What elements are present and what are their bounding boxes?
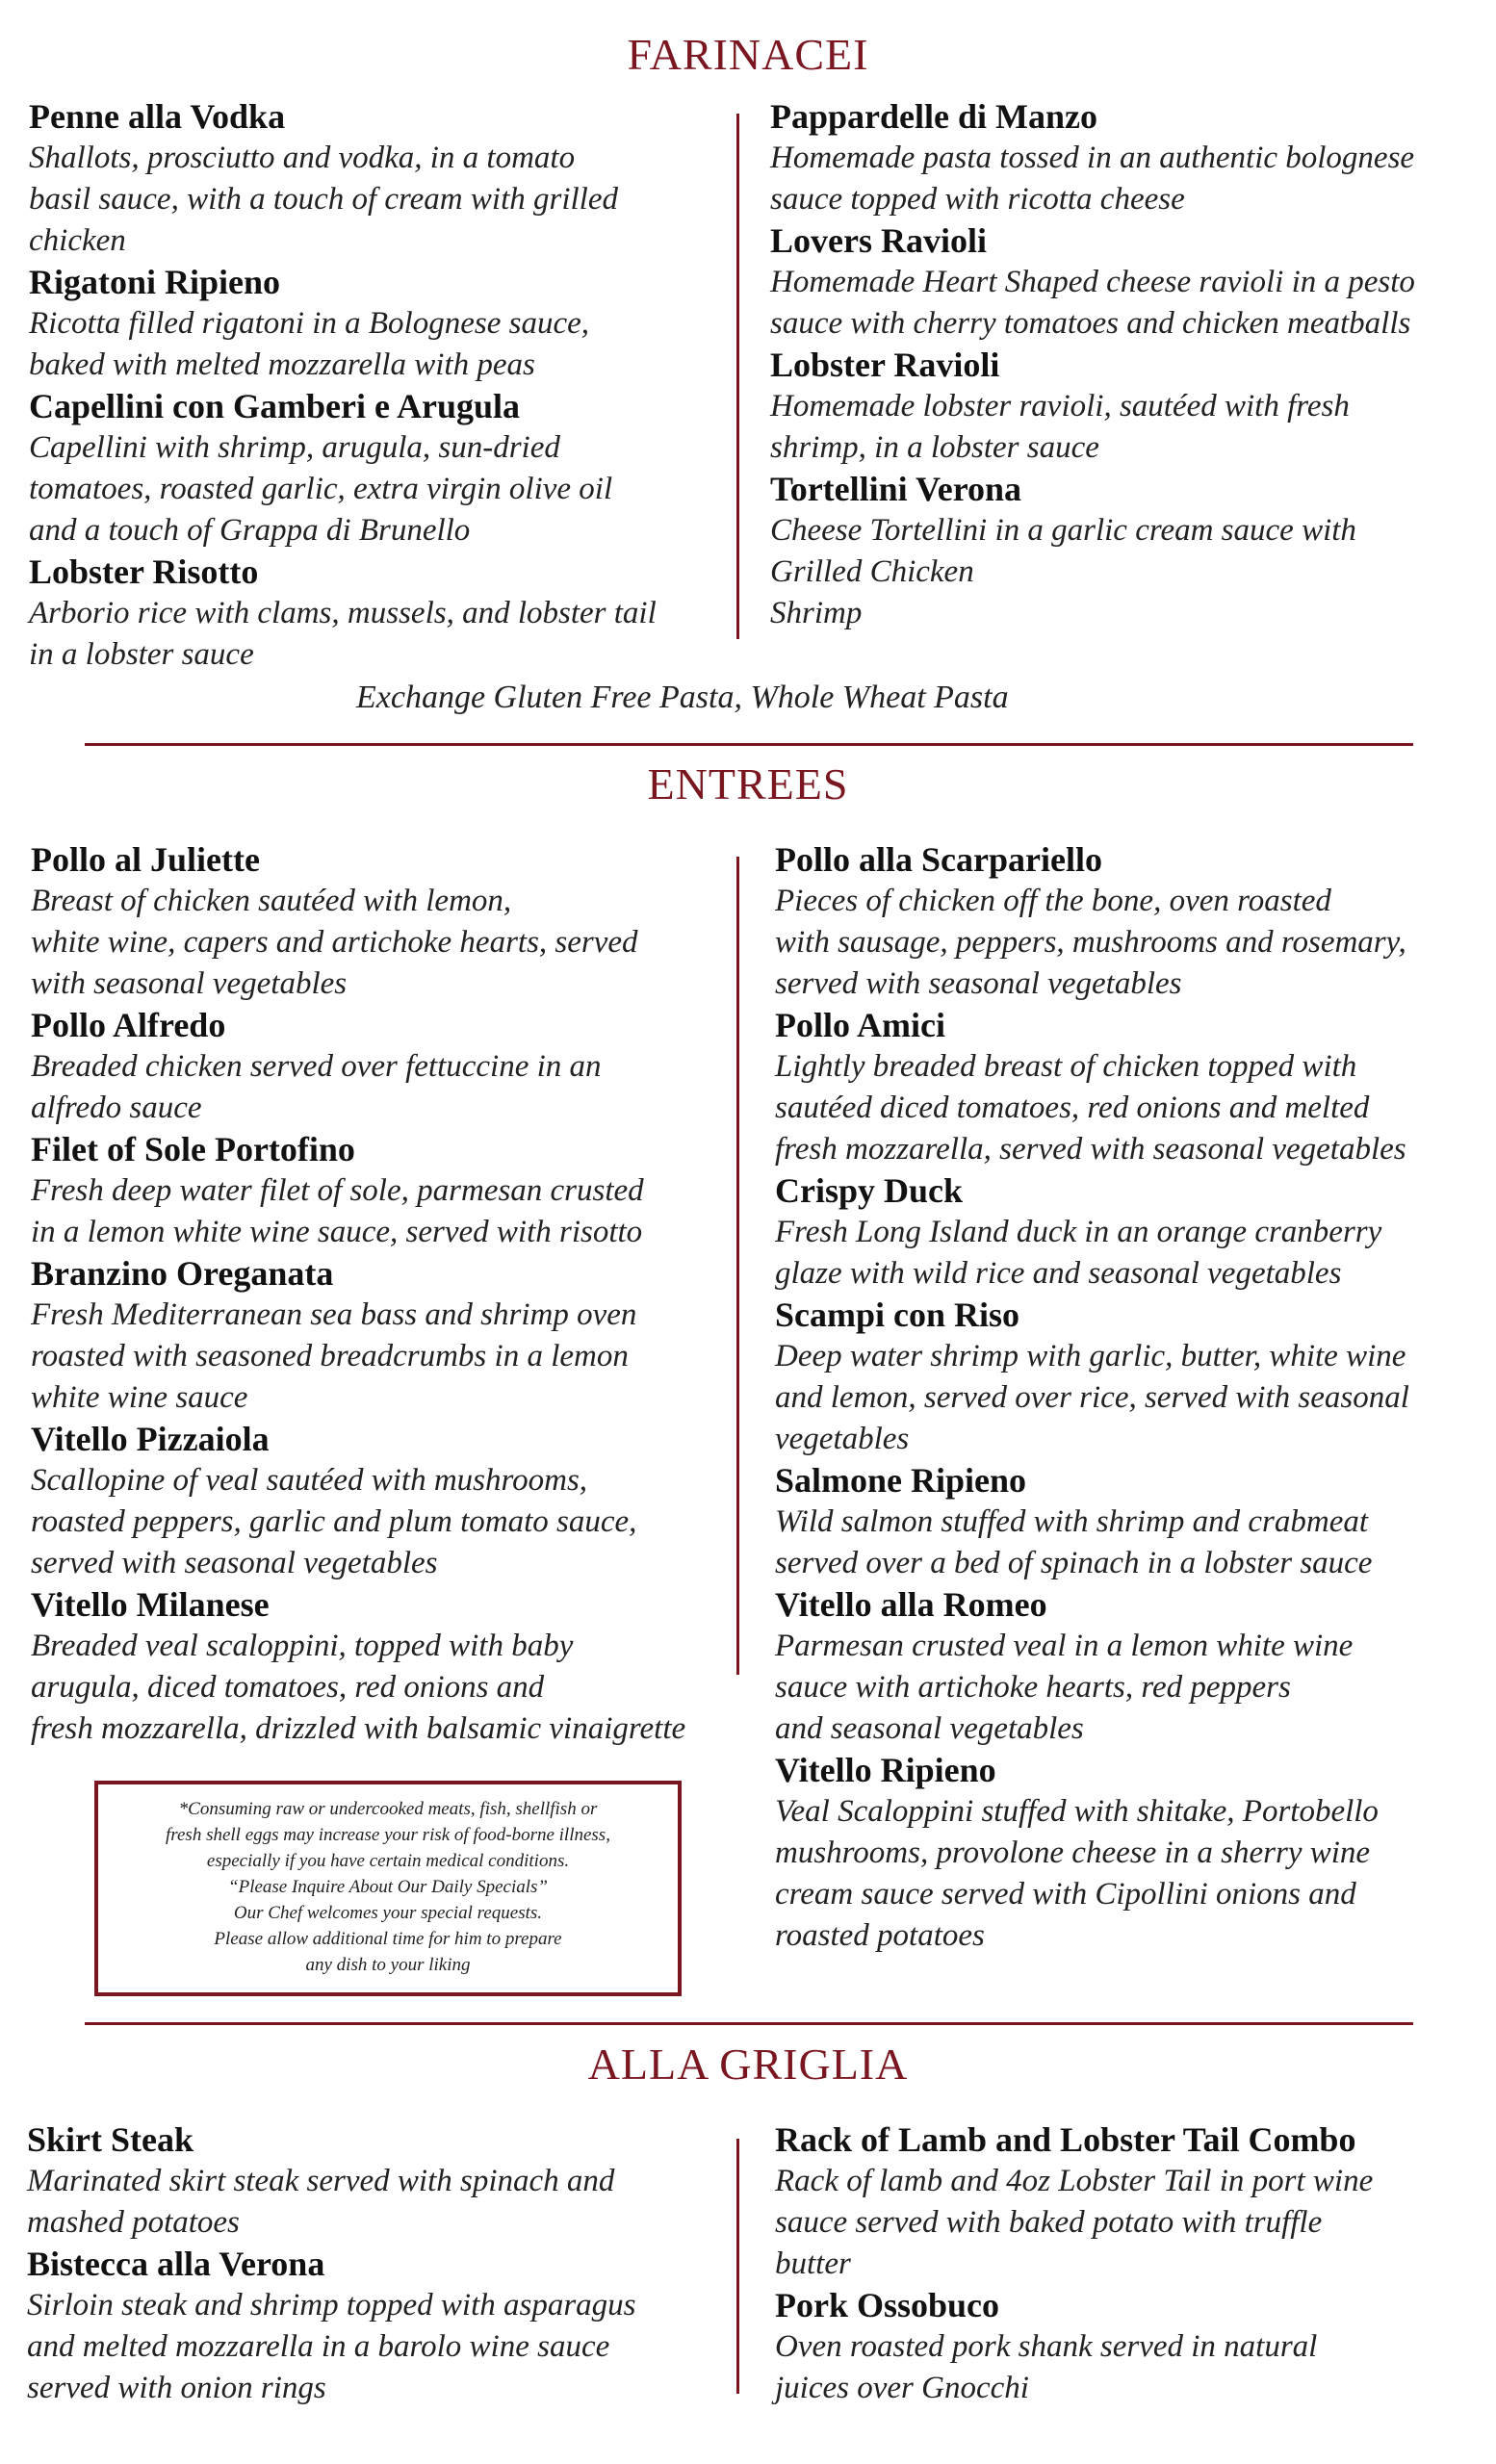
item-name: Pollo alla Scarpariello xyxy=(775,840,1102,879)
item-name: Pollo Alfredo xyxy=(31,1006,226,1044)
item-name: Pappardelle di Manzo xyxy=(770,97,1097,136)
entrees-left-column xyxy=(31,839,762,1750)
item-description: Fresh Long Island duck in an orange cranberry glaze with wild rice and seasonal vegetables xyxy=(775,1215,1382,1291)
item-description: Capellini with shrimp, arugula, sun-dried tomatoes, roasted garlic, extra virgin olive oil and a touch of Grappa di Brunello xyxy=(29,430,613,548)
item-name: Branzino Oreganata xyxy=(31,1254,334,1293)
section-title-farinacei: FARINACEI xyxy=(627,30,869,79)
item-description: Fresh Mediterranean sea bass and shrimp oven roasted with seasoned breadcrumbs in a lemon white wine sauce xyxy=(31,1297,637,1415)
consumer-advisory-notice: *Consuming raw or undercooked meats, fish, shellfish or fresh shell eggs may increase your risk of food-borne illness, especially if you have certain medical conditions. “Please Inquire About Our Daily Specials” Our Chef welcomes your special requests. Please allow additional time for him to prepare any dish to your liking xyxy=(94,1781,682,1996)
item-name: Lobster Ravioli xyxy=(770,346,1000,384)
menu-item xyxy=(29,386,722,552)
item-name: Lovers Ravioli xyxy=(770,221,987,260)
column-divider xyxy=(736,857,739,1675)
item-description: Scallopine of veal sautéed with mushrooms, roasted peppers, garlic and plum tomato sauce, served with seasonal vegetables xyxy=(31,1463,637,1580)
item-name: Filet of Sole Portofino xyxy=(31,1130,355,1168)
item-description: Homemade pasta tossed in an authentic bolognese sauce topped with ricotta cheese xyxy=(770,141,1415,217)
item-name: Penne alla Vodka xyxy=(29,97,286,136)
column-divider xyxy=(736,2139,739,2394)
item-name: Vitello Pizzaiola xyxy=(31,1420,270,1458)
column-divider xyxy=(736,114,739,639)
item-name: Rack of Lamb and Lobster Tail Combo xyxy=(775,2120,1356,2159)
item-name: Rigatoni Ripieno xyxy=(29,263,281,301)
menu-item xyxy=(31,1584,762,1750)
item-description: Marinated skirt steak served with spinach and mashed potatoes xyxy=(27,2164,615,2240)
farinacei-left-column xyxy=(29,96,722,676)
item-description: Arborio rice with clams, mussels, and lobster tail in a lobster sauce xyxy=(29,596,657,672)
pasta-exchange-note: Exchange Gluten Free Pasta, Whole Wheat Pasta xyxy=(356,680,1009,715)
section-divider xyxy=(85,743,1413,746)
menu-item xyxy=(775,839,1487,1005)
menu-item xyxy=(770,96,1483,220)
menu-item xyxy=(27,2244,730,2409)
menu-item xyxy=(31,1419,762,1584)
item-description: Rack of lamb and 4oz Lobster Tail in port wine sauce served with baked potato with truffle butter xyxy=(775,2164,1374,2281)
menu-item xyxy=(775,2119,1487,2285)
item-description: Lightly breaded breast of chicken topped with sautéed diced tomatoes, red onions and melted fresh mozzarella, served with seasonal vegetables xyxy=(775,1049,1406,1167)
menu-item xyxy=(775,1295,1487,1460)
item-description: Wild salmon stuffed with shrimp and crabmeat served over a bed of spinach in a lobster sauce xyxy=(775,1504,1373,1580)
menu-item xyxy=(775,1460,1487,1584)
menu-item xyxy=(775,1584,1487,1750)
item-name: Tortellini Verona xyxy=(770,470,1022,508)
item-name: Vitello alla Romeo xyxy=(775,1585,1047,1624)
menu-item xyxy=(29,96,722,262)
menu-item xyxy=(770,469,1483,634)
menu-item xyxy=(27,2119,730,2244)
item-description: Shallots, prosciutto and vodka, in a tomato basil sauce, with a touch of cream with grilled chicken xyxy=(29,141,618,258)
item-name: Bistecca alla Verona xyxy=(27,2245,325,2283)
menu-item xyxy=(770,220,1483,345)
section-divider xyxy=(85,2022,1413,2025)
item-description: Ricotta filled rigatoni in a Bolognese sauce, baked with melted mozzarella with peas xyxy=(29,306,589,382)
item-description: Breaded veal scaloppini, topped with baby arugula, diced tomatoes, red onions and fresh mozzarella, drizzled with balsamic vinaigrette xyxy=(31,1629,686,1746)
section-title-alla-griglia: ALLA GRIGLIA xyxy=(587,2040,909,2089)
item-description: Homemade lobster ravioli, sautéed with fresh shrimp, in a lobster sauce xyxy=(770,389,1350,465)
item-name: Salmone Ripieno xyxy=(775,1461,1027,1500)
menu-item xyxy=(31,1129,762,1253)
item-name: Crispy Duck xyxy=(775,1171,964,1210)
menu-item xyxy=(31,1005,762,1129)
item-name: Scampi con Riso xyxy=(775,1296,1020,1334)
item-name: Pollo al Juliette xyxy=(31,840,260,879)
griglia-right-column xyxy=(775,2119,1487,2409)
item-description: Sirloin steak and shrimp topped with asparagus and melted mozzarella in a barolo wine sauce served with onion rings xyxy=(27,2288,636,2405)
item-description: Pieces of chicken off the bone, oven roasted with sausage, peppers, mushrooms and rosemary, served with seasonal vegetables xyxy=(775,884,1406,1001)
item-name: Pollo Amici xyxy=(775,1006,945,1044)
item-description: Deep water shrimp with garlic, butter, white wine and lemon, served over rice, served with seasonal vegetables xyxy=(775,1339,1409,1456)
menu-item xyxy=(775,1750,1487,1957)
menu-item xyxy=(770,345,1483,469)
item-description: Homemade Heart Shaped cheese ravioli in a pesto sauce with cherry tomatoes and chicken meatballs xyxy=(770,265,1415,341)
item-description: Parmesan crusted veal in a lemon white wine sauce with artichoke hearts, red peppers and seasonal vegetables xyxy=(775,1629,1354,1746)
menu-item xyxy=(29,552,722,676)
item-description: Oven roasted pork shank served in natural juices over Gnocchi xyxy=(775,2329,1318,2405)
menu-item xyxy=(31,839,762,1005)
item-description: Veal Scaloppini stuffed with shitake, Portobello mushrooms, provolone cheese in a sherry wine cream sauce served with Cipollini onions and roasted potatoes xyxy=(775,1794,1379,1953)
item-name: Capellini con Gamberi e Arugula xyxy=(29,387,521,425)
item-name: Vitello Ripieno xyxy=(775,1751,996,1789)
entrees-right-column xyxy=(775,839,1487,1957)
menu-item xyxy=(31,1253,762,1419)
menu-item xyxy=(29,262,722,386)
item-description: Breast of chicken sautéed with lemon, white wine, capers and artichoke hearts, served with seasonal vegetables xyxy=(31,884,638,1001)
menu-item xyxy=(775,1005,1487,1170)
item-name: Pork Ossobuco xyxy=(775,2286,1000,2324)
item-description: Cheese Tortellini in a garlic cream sauce with Grilled Chicken Shrimp xyxy=(770,513,1356,630)
item-name: Lobster Risotto xyxy=(29,552,259,591)
item-name: Vitello Milanese xyxy=(31,1585,270,1624)
menu-item xyxy=(775,2285,1487,2409)
griglia-left-column xyxy=(27,2119,730,2409)
item-description: Breaded chicken served over fettuccine in an alfredo sauce xyxy=(31,1049,602,1125)
item-description: Fresh deep water filet of sole, parmesan crusted in a lemon white wine sauce, served with risotto xyxy=(31,1173,644,1249)
menu-item xyxy=(775,1170,1487,1295)
section-title-entrees: ENTREES xyxy=(647,759,849,808)
item-name: Skirt Steak xyxy=(27,2120,194,2159)
farinacei-right-column xyxy=(770,96,1483,634)
